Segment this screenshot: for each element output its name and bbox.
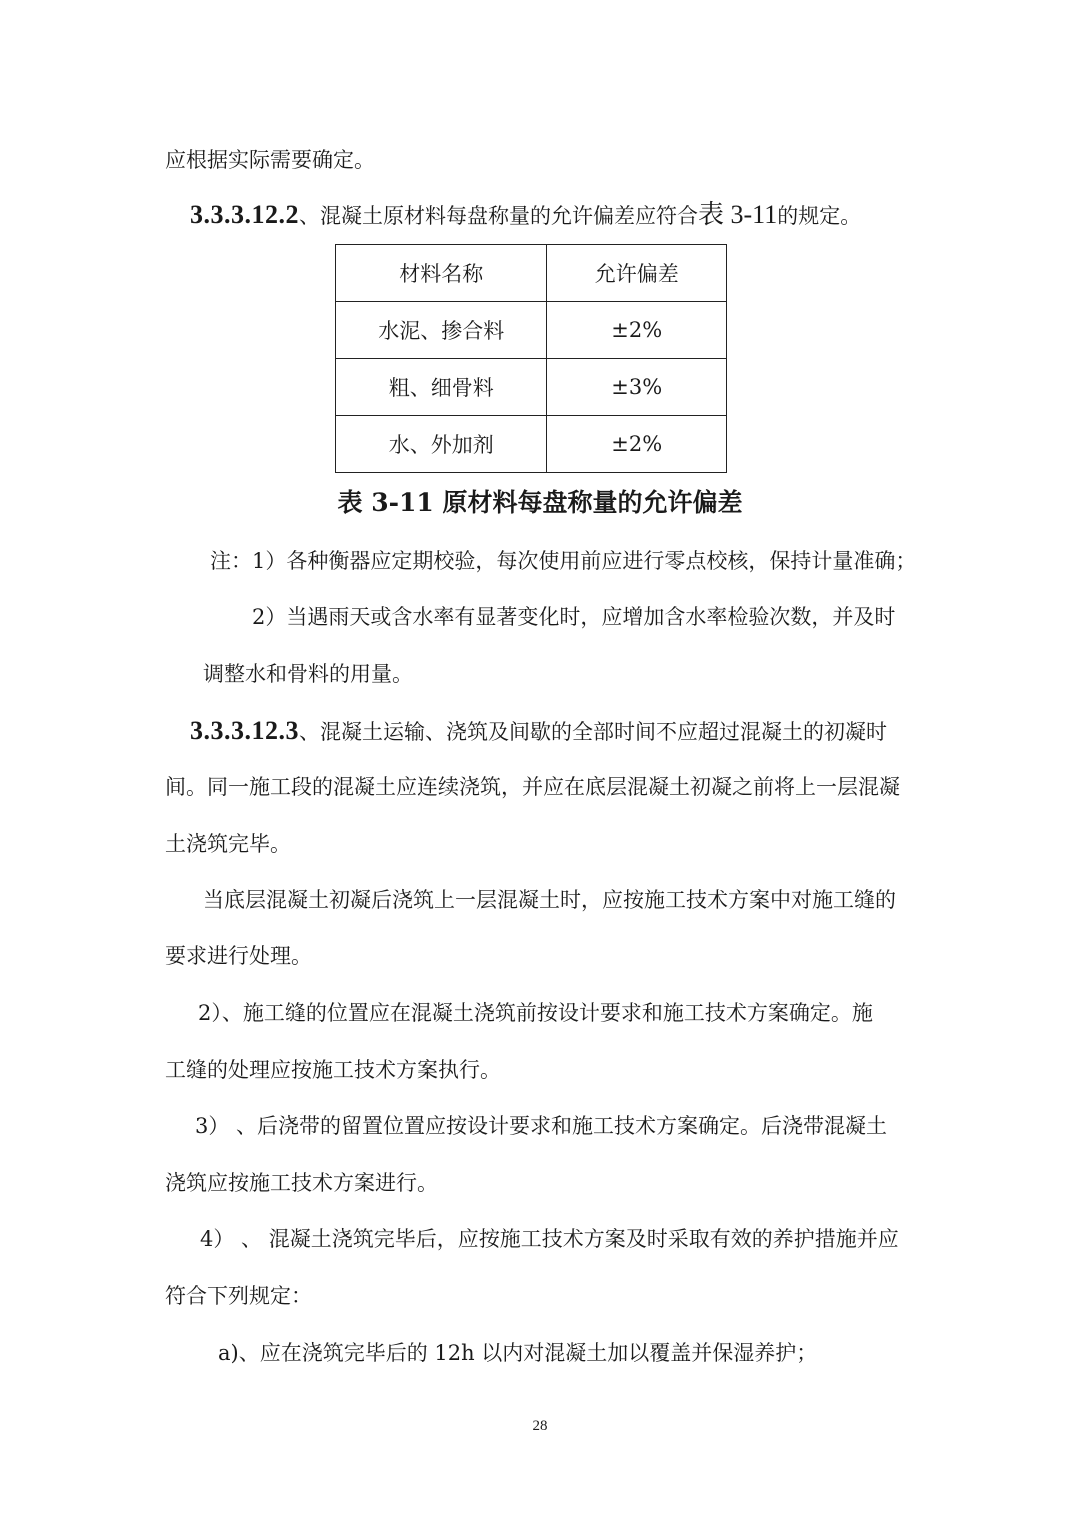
- paragraph-line: 当底层混凝土初凝后浇筑上一层混凝土时，应按施工技术方案中对施工缝的: [203, 888, 896, 912]
- paragraph-line: 工缝的处理应按施工技术方案执行。: [165, 1058, 501, 1082]
- section-number: 3.3.3.12.3: [190, 716, 299, 745]
- table-row: [336, 359, 727, 416]
- table-row: [336, 302, 727, 359]
- tolerance-table: [335, 244, 727, 473]
- note-1: 注：1）各种衡器应定期校验，每次使用前应进行零点校核，保持计量准确；: [210, 549, 917, 573]
- paragraph-line: 间。同一施工段的混凝土应连续浇筑，并应在底层混凝土初凝之前将上一层混凝: [165, 775, 900, 799]
- paragraph-line: 符合下列规定：: [165, 1284, 312, 1308]
- item-2: 2）、施工缝的位置应在混凝土浇筑前按设计要求和施工技术方案确定。施: [198, 1001, 873, 1025]
- section-3-3-3-12-3: [190, 716, 887, 747]
- table-cell-tolerance: ±2%: [547, 416, 727, 473]
- paragraph-line: 浇筑应按施工技术方案进行。: [165, 1171, 438, 1195]
- page-number: 28: [532, 1418, 548, 1434]
- table-row: [336, 416, 727, 473]
- table-cell-material: 粗、细骨料: [336, 359, 547, 416]
- paragraph-line: 应根据实际需要确定。: [165, 148, 375, 172]
- table-header-row: [336, 245, 727, 302]
- table-caption: 表 3-11 原材料每盘称量的允许偏差: [337, 488, 743, 517]
- section-text: 、混凝土运输、浇筑及间歇的全部时间不应超过混凝土的初凝时: [299, 720, 887, 744]
- table-cell-tolerance: ±2%: [547, 302, 727, 359]
- section-text: 、混凝土原材料每盘称量的允许偏差应符合: [299, 204, 698, 228]
- item-3: 3） 、后浇带的留置位置应按设计要求和施工技术方案确定。后浇带混凝土: [195, 1114, 888, 1138]
- table-header-cell: 允许偏差: [547, 245, 727, 302]
- section-3-3-3-12-2: [190, 200, 861, 231]
- table-header-cell: 材料名称: [336, 245, 547, 302]
- paragraph-line: 土浇筑完毕。: [165, 832, 291, 856]
- table-cell-tolerance: ±3%: [547, 359, 727, 416]
- note-2-continued: 调整水和骨料的用量。: [203, 662, 413, 686]
- paragraph-line: 要求进行处理。: [165, 944, 312, 968]
- section-number: 3.3.3.12.2: [190, 200, 299, 229]
- table-reference: 表 3-11: [698, 200, 778, 229]
- note-2: 2）当遇雨天或含水率有显著变化时，应增加含水率检验次数，并及时: [252, 605, 896, 629]
- item-4: 4） 、 混凝土浇筑完毕后，应按施工技术方案及时采取有效的养护措施并应: [200, 1227, 899, 1251]
- item-a: a)、应在浇筑完毕后的 12h 以内对混凝土加以覆盖并保湿养护；: [218, 1341, 818, 1365]
- section-text-end: 的规定。: [777, 204, 862, 228]
- table-cell-material: 水泥、掺合料: [336, 302, 547, 359]
- table-cell-material: 水、外加剂: [336, 416, 547, 473]
